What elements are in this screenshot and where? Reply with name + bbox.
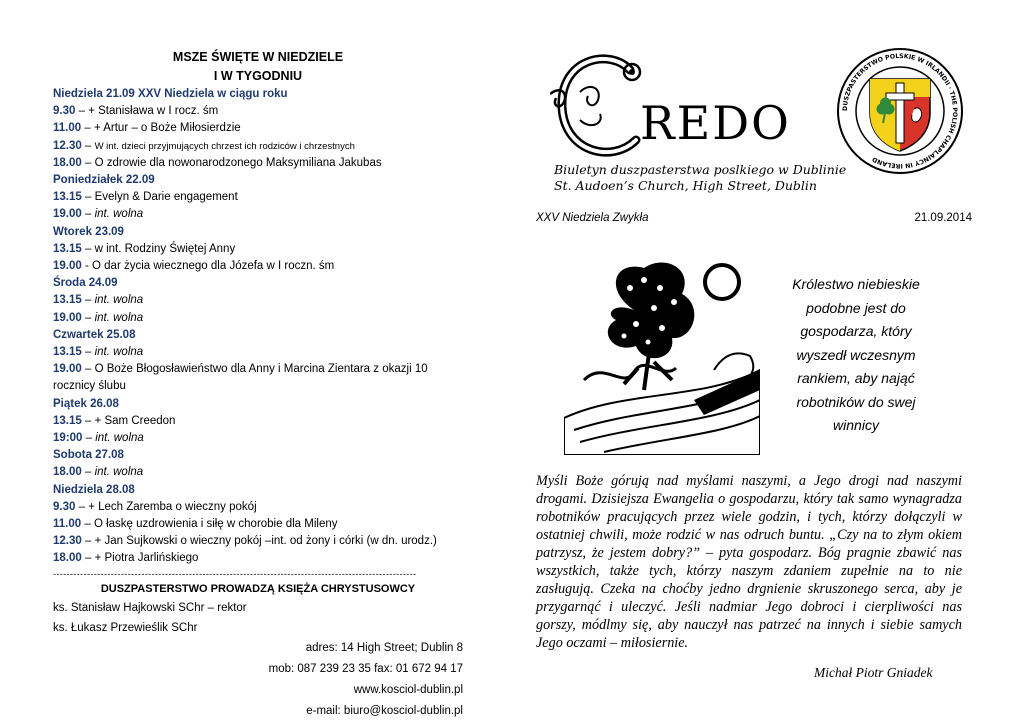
- mass-separator: –: [81, 414, 95, 427]
- mass-intention: W int. dzieci przyjmujących chrzest ich rodziców i chrzestnych: [94, 140, 355, 152]
- mass-separator: –: [75, 500, 89, 513]
- mass-separator: –: [81, 346, 95, 359]
- mass-time: 12.30: [53, 139, 82, 152]
- schedule-day-label: Niedziela 28.08: [53, 483, 135, 496]
- mass-intention: int. wolna: [94, 346, 144, 359]
- ministry-heading: DUSZPASTERSTWO PROWADZĄ KSIĘŻA CHRYSTUSOWCY: [100, 582, 416, 595]
- mass-separator: -: [81, 260, 93, 273]
- front-page: [530, 0, 970, 725]
- mass-intention: + Artur – o Boże Miłosierdzie: [93, 122, 241, 135]
- masthead-subtitle: [554, 162, 846, 194]
- mass-time: 11.00: [53, 518, 82, 531]
- mass-intention: int. wolna: [95, 432, 144, 445]
- mass-separator: –: [81, 242, 95, 255]
- schedule-day-label: Środa 24.09: [53, 277, 118, 290]
- mass-intention: int. wolna: [94, 466, 144, 479]
- mass-separator: –: [81, 156, 95, 169]
- issue-date: 21.09.2014: [914, 212, 972, 224]
- reflection-author: Michał Piotr Gniadek: [814, 665, 933, 680]
- mass-time: 19.00: [53, 260, 82, 273]
- mass-entry: [53, 120, 463, 137]
- mass-entry: [53, 499, 463, 516]
- vineyard-illustration: [564, 250, 760, 455]
- priest-assistant: ks. Łukasz Przewieślik SChr: [53, 621, 198, 634]
- mass-separator: –: [81, 191, 95, 204]
- priest-rector: ks. Stanisław Hajkowski SChr – rektor: [53, 601, 247, 614]
- separator-line: -----------------------------------------------------------------------------------------------------------: [53, 568, 417, 579]
- mass-intention: O Boże Błogosławieństwo dla Anny i Marcina Zientara z okazji 10 rocznicy ślubu: [53, 363, 428, 393]
- mass-time: 9.30: [53, 500, 76, 513]
- mass-intention: O zdrowie dla nowonarodzonego Maksymiliana Jakubas: [94, 156, 382, 169]
- schedule-day-label: Sobota 27.08: [53, 449, 124, 462]
- mass-time: 18.00: [53, 156, 82, 169]
- mass-entry: [53, 413, 463, 430]
- contact-website[interactable]: www.kosciol-dublin.pl: [353, 683, 463, 696]
- mass-separator: –: [81, 139, 95, 152]
- mass-intention: int. wolna: [94, 208, 144, 221]
- mass-time: 13.15: [53, 242, 82, 255]
- schedule-day-label: Poniedziałek 22.09: [53, 174, 155, 187]
- mass-separator: –: [81, 552, 95, 565]
- mass-time: 13.15: [53, 294, 82, 307]
- mass-entry: [53, 292, 463, 309]
- mass-time: 19:00: [53, 432, 83, 445]
- schedule-days: [53, 86, 463, 568]
- mass-time: 13.15: [53, 346, 82, 359]
- schedule-day-label: Piątek 26.08: [53, 397, 119, 410]
- mass-time: 12.30: [53, 535, 82, 548]
- mass-entry: [53, 344, 463, 361]
- mass-entry: [53, 464, 463, 481]
- mass-intention: + Stanisława w I rocz. śm: [88, 105, 219, 118]
- schedule-day-label: Niedziela 21.09 XXV Niedziela w ciągu roku: [53, 88, 288, 100]
- mass-separator: –: [81, 208, 95, 221]
- mass-entry: [53, 189, 463, 206]
- ornamental-c-logo: [550, 52, 646, 162]
- schedule-title-line2: I W TYGODNIU: [213, 69, 303, 83]
- mass-time: 11.00: [53, 122, 82, 135]
- mass-time: 19.00: [53, 208, 82, 221]
- schedule-title-line1: MSZE ŚWIĘTE W NIEDZIELE: [172, 50, 344, 64]
- subtitle-line-2: St. Audoen’s Church, High Street, Dublin: [554, 178, 817, 193]
- mass-entry: [53, 533, 463, 550]
- gospel-verse: Królestwo niebieskie podobne jest do gospodarza, który wyszedł wczesnym rankiem, aby nająć robotników do swej winnicy: [792, 276, 920, 433]
- mass-intention: int. wolna: [94, 294, 144, 307]
- issue-line: [536, 212, 972, 224]
- reflection-text: Myśli Boże górują nad myślami naszymi, a Jego drogi nad naszymi drogami. Dzisiejsza Ewangelia o gospodarzu, który tak samo wynagradza robotników pracujących przez wiele godzin, i tych, którzy dołączyli w ostatniej chwili, może rodzić w nas odruch buntu. „Czy na to złym okiem patrzysz, że jestem dobry?” – pyta gospodarz. Bóg pragnie zbawić nas wszystkich, także tych, którzy naszym zdaniem zupełnie na to nie zasługują. Czeka na choćby jedno drgnienie skruszonego serca, aby je przygarnąć i uleczyć. Jeśli nadmiar Jego dobroci i cierpliwości nas gorszy, módlmy się, aby nauczył nas patrzeć na innych i siebie samych Jego oczami – miłosiernie.: [536, 473, 962, 651]
- mass-intention: w int. Rodziny Świętej Anny: [94, 242, 236, 255]
- mass-time: 18.00: [53, 552, 82, 565]
- schedule-day-label: Wtorek 23.09: [53, 225, 124, 238]
- mass-separator: –: [81, 363, 95, 376]
- mass-time: 18.00: [53, 466, 82, 479]
- mass-entry: [53, 155, 463, 172]
- mass-time: 13.15: [53, 414, 82, 427]
- mass-entry: [53, 361, 463, 395]
- mass-intention: + Lech Zaremba o wieczny pokój: [88, 500, 257, 513]
- mass-separator: –: [81, 311, 95, 324]
- mass-intention: + Piotra Jarlińskiego: [94, 552, 199, 565]
- mass-separator: –: [82, 432, 96, 445]
- mass-entry: [53, 550, 463, 567]
- mass-separator: –: [81, 122, 94, 135]
- liturgical-sunday: XXV Niedziela Zwykła: [536, 212, 649, 224]
- subtitle-line-1: Biuletyn duszpasterstwa poslkiego w Dublinie: [554, 162, 847, 177]
- mass-entry: [53, 138, 463, 155]
- mass-intention: Evelyn & Darie engagement: [94, 191, 238, 204]
- emblem-ring-text: DUSZPASTERSTWO POLSKIE W IRLANDII · THE POLISH CHAPLAINCY IN IRELAND: [841, 52, 959, 170]
- mass-time: 9.30: [53, 105, 76, 118]
- mass-time: 13.15: [53, 191, 82, 204]
- contact-address: adres: 14 High Street; Dublin 8: [305, 641, 463, 654]
- mass-schedule: [53, 48, 463, 722]
- mass-separator: –: [81, 294, 95, 307]
- mass-separator: –: [81, 535, 95, 548]
- schedule-day-label: Czwartek 25.08: [53, 328, 136, 341]
- contact-phones: mob: 087 239 23 35 fax: 01 672 94 17: [268, 662, 463, 675]
- mass-separator: –: [75, 105, 89, 118]
- mass-intention: O dar życia wiecznego dla Józefa w I roczn. śm: [92, 260, 335, 273]
- mass-intention: + Sam Creedon: [94, 414, 176, 427]
- contact-email[interactable]: e-mail: biuro@kosciol-dublin.pl: [306, 704, 463, 717]
- mass-separator: –: [81, 466, 95, 479]
- mass-time: 19.00: [53, 363, 82, 376]
- mass-entry: [53, 241, 463, 258]
- masthead-title: REDO: [640, 96, 791, 150]
- mass-entry: [53, 430, 463, 447]
- mass-intention: O łaskę uzdrowienia i siłę w chorobie dla Mileny: [93, 518, 338, 531]
- mass-entry: [53, 258, 463, 275]
- mass-entry: [53, 103, 463, 120]
- mass-entry: [53, 206, 463, 223]
- mass-time: 19.00: [53, 311, 82, 324]
- mass-intention: int. wolna: [94, 311, 144, 324]
- mass-separator: –: [81, 518, 94, 531]
- mass-intention: + Jan Sujkowski o wieczny pokój –int. od żony i córki (w dn. urodz.): [94, 535, 437, 548]
- mass-entry: [53, 516, 463, 533]
- chaplaincy-emblem: [836, 47, 964, 175]
- mass-entry: [53, 310, 463, 327]
